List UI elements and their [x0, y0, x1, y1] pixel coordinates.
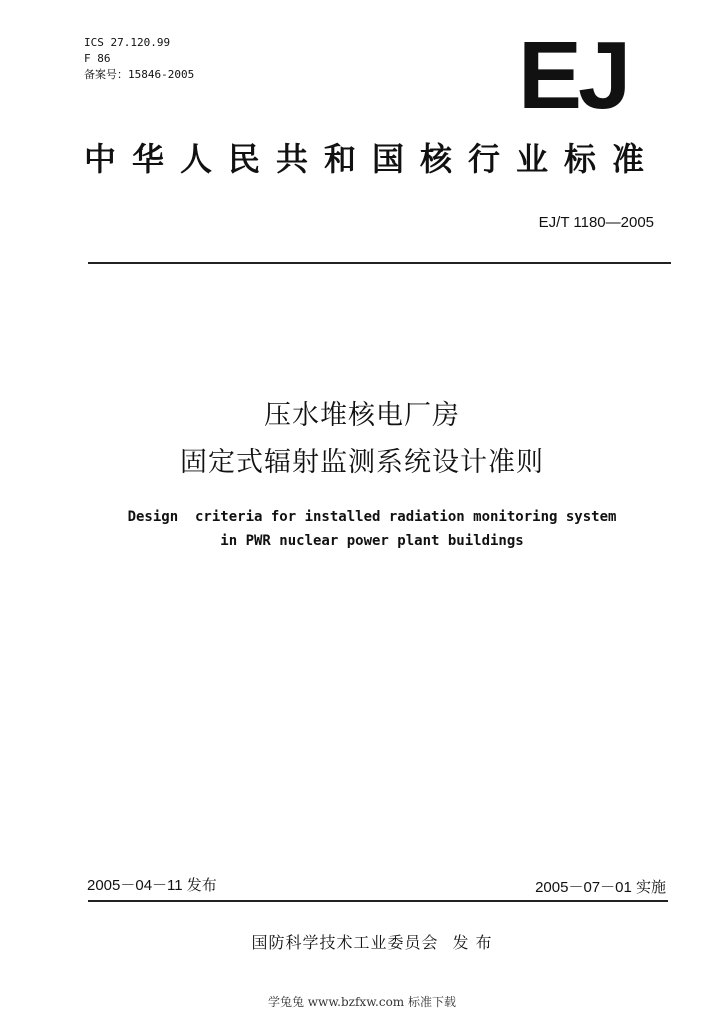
- filing-number: 备案号：15846-2005: [84, 68, 195, 81]
- standard-number: EJ/T 1180—2005: [538, 214, 654, 231]
- ej-logo: EJ: [518, 22, 628, 129]
- issuer-action: 发 布: [452, 933, 493, 952]
- standard-title: 中华人民共和国核行业标准: [84, 140, 661, 178]
- document-title-zh-line1: 压水堆核电厂房: [264, 400, 460, 431]
- publication-date: 2005－04－11 发布: [87, 877, 217, 894]
- issuer-line: [0, 930, 724, 953]
- top-divider: [88, 262, 671, 264]
- ics-code: ICS 27.120.99: [84, 36, 171, 49]
- download-watermark: 学兔兔 www.bzfxw.com 标准下载: [267, 995, 457, 1009]
- document-title-en-line2: in PWR nuclear power plant buildings: [220, 533, 524, 549]
- issuer-name: 国防科学技术工业委员会: [251, 933, 439, 952]
- ccs-code: F 86: [84, 52, 111, 65]
- implementation-date: 2005－07－01 实施: [535, 879, 666, 896]
- document-title-zh-line2: 固定式辐射监测系统设计准则: [180, 447, 544, 478]
- bottom-divider: [88, 900, 668, 902]
- document-title-en-line1: Design criteria for installed radiation monitoring system: [127, 509, 617, 525]
